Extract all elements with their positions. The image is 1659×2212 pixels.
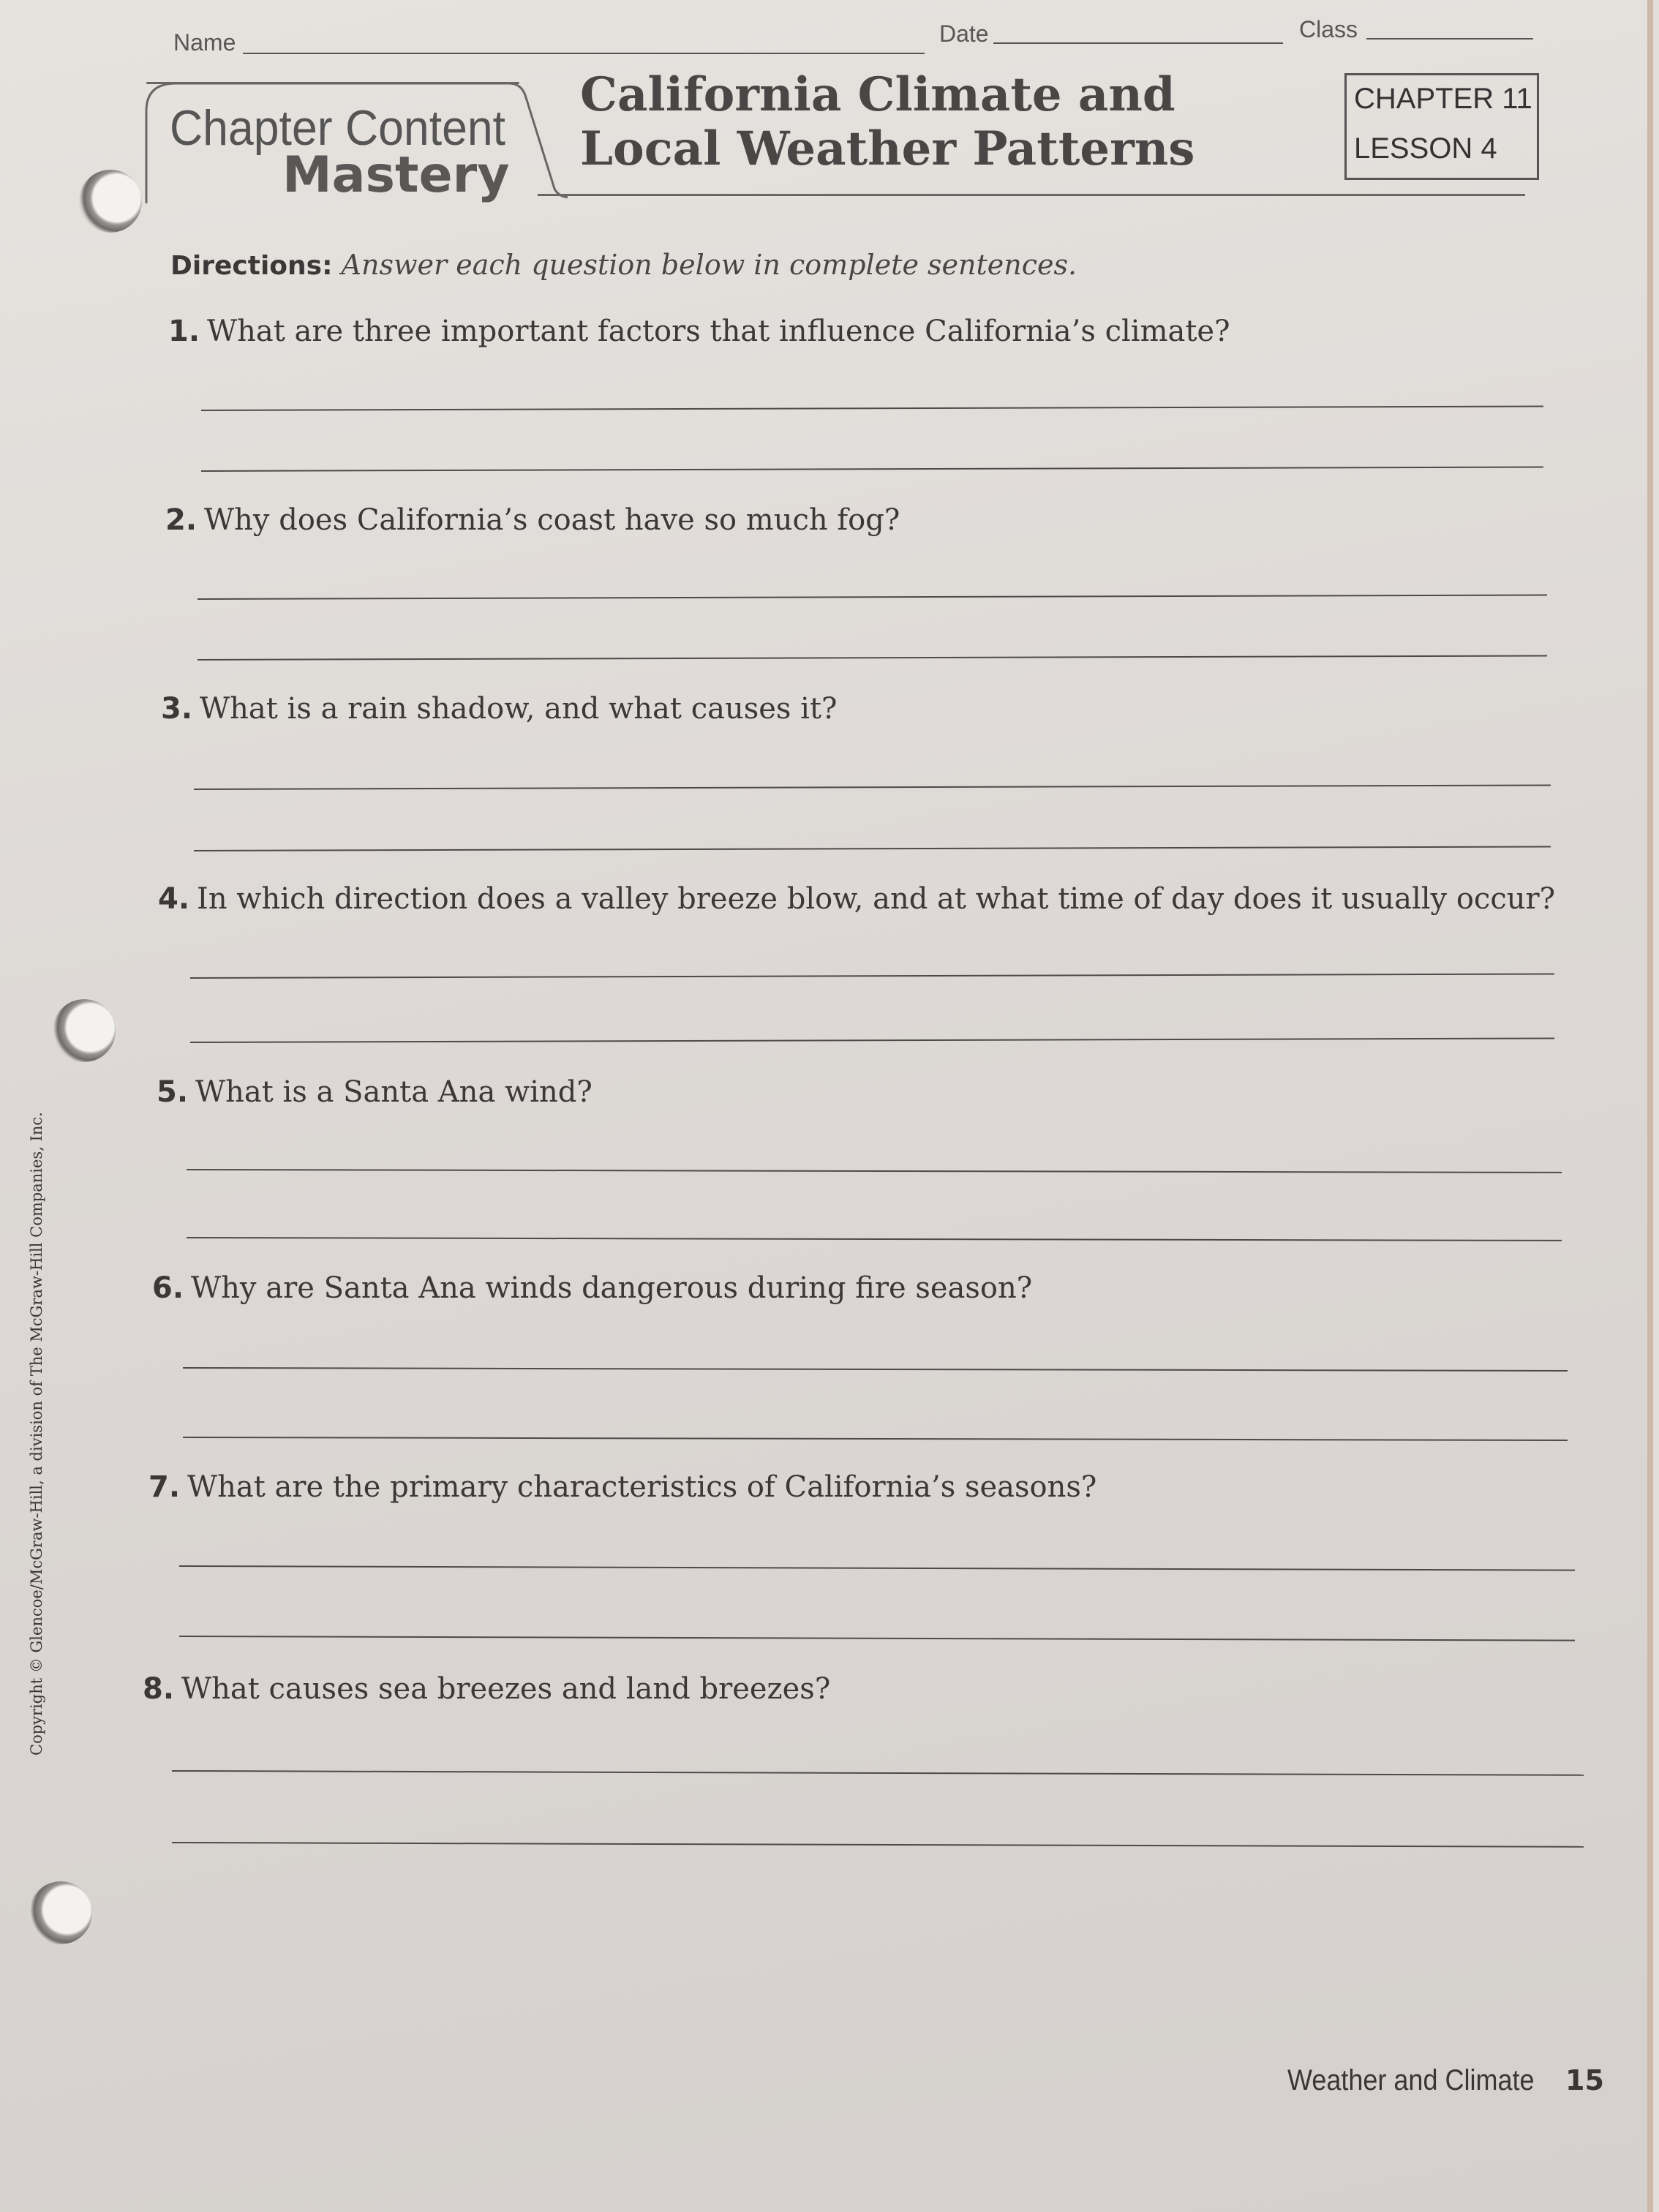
question-text: What causes sea breezes and land breezes?: [181, 1672, 831, 1706]
worksheet-title-line1: California Climate and: [580, 67, 1175, 122]
question-number: 6.: [152, 1271, 184, 1305]
page-edge: [1647, 0, 1653, 2212]
question-3: [161, 692, 837, 726]
answer-line-1a[interactable]: [201, 406, 1543, 411]
answer-line-1b[interactable]: [201, 467, 1543, 472]
question-number: 3.: [161, 692, 193, 726]
answer-line-6b[interactable]: [183, 1437, 1568, 1441]
binder-hole-bottom: [29, 1881, 92, 1944]
question-text: Why are Santa Ana winds dangerous during fire season?: [191, 1271, 1033, 1305]
question-text: Why does California’s coast have so much fog?: [204, 503, 900, 537]
question-text: What is a Santa Ana wind?: [195, 1075, 592, 1109]
question-text: What are three important factors that influence California’s climate?: [207, 315, 1230, 348]
class-label: Class: [1299, 16, 1358, 42]
answer-line-5b[interactable]: [187, 1237, 1562, 1241]
answer-line-5a[interactable]: [187, 1169, 1562, 1173]
series-subtitle: Mastery: [282, 146, 510, 204]
question-text: What are the primary characteristics of California’s seasons?: [187, 1470, 1097, 1504]
question-1: [168, 315, 1230, 348]
answer-line-8a[interactable]: [172, 1770, 1584, 1776]
answer-line-4b[interactable]: [190, 1037, 1554, 1043]
date-field[interactable]: [993, 42, 1283, 44]
binder-hole-top: [79, 170, 142, 233]
question-7: [148, 1470, 1096, 1504]
question-6: [152, 1271, 1032, 1305]
name-label: Name: [173, 29, 236, 56]
directions-label: Directions:: [170, 251, 333, 281]
series-title: Chapter Content: [170, 100, 506, 156]
answer-line-2b[interactable]: [198, 655, 1547, 661]
question-4: [158, 882, 1555, 916]
question-number: 5.: [157, 1075, 189, 1109]
question-5: [157, 1075, 592, 1109]
answer-line-4a[interactable]: [190, 973, 1554, 979]
answer-line-7a[interactable]: [179, 1565, 1575, 1571]
class-field[interactable]: [1366, 38, 1533, 40]
date-label: Date: [939, 20, 989, 47]
lesson-label: LESSON 4: [1354, 132, 1497, 165]
answer-line-8b[interactable]: [172, 1842, 1584, 1848]
page-number: 15: [1565, 2064, 1604, 2096]
binder-hole-middle: [53, 999, 116, 1062]
answer-line-2a[interactable]: [198, 595, 1547, 600]
question-number: 2.: [165, 503, 198, 537]
answer-line-3a[interactable]: [194, 784, 1551, 790]
answer-line-3b[interactable]: [194, 846, 1551, 851]
copyright-notice: Copyright © Glencoe/McGraw-Hill, a division of The McGraw-Hill Companies, Inc.: [28, 1112, 45, 1756]
directions-text: Answer each question below in complete sentences.: [341, 249, 1077, 281]
directions: [170, 249, 1077, 281]
question-number: 7.: [148, 1470, 181, 1504]
footer-subject: Weather and Climate: [1287, 2064, 1535, 2096]
question-number: 8.: [143, 1672, 175, 1706]
chapter-label: CHAPTER 11: [1354, 83, 1532, 115]
question-number: 4.: [158, 882, 190, 916]
question-number: 1.: [168, 315, 200, 348]
answer-line-6a[interactable]: [183, 1367, 1568, 1372]
banner-underline: [538, 194, 1525, 196]
answer-line-7b[interactable]: [179, 1636, 1575, 1641]
name-field[interactable]: [243, 53, 925, 54]
question-text: In which direction does a valley breeze blow, and at what time of day does it usually occur?: [197, 882, 1556, 916]
question-2: [165, 503, 900, 537]
worksheet-title-line2: Local Weather Patterns: [580, 121, 1195, 176]
question-8: [143, 1672, 830, 1706]
question-text: What is a rain shadow, and what causes it?: [200, 692, 838, 726]
chapter-lesson-box: [1344, 73, 1539, 180]
